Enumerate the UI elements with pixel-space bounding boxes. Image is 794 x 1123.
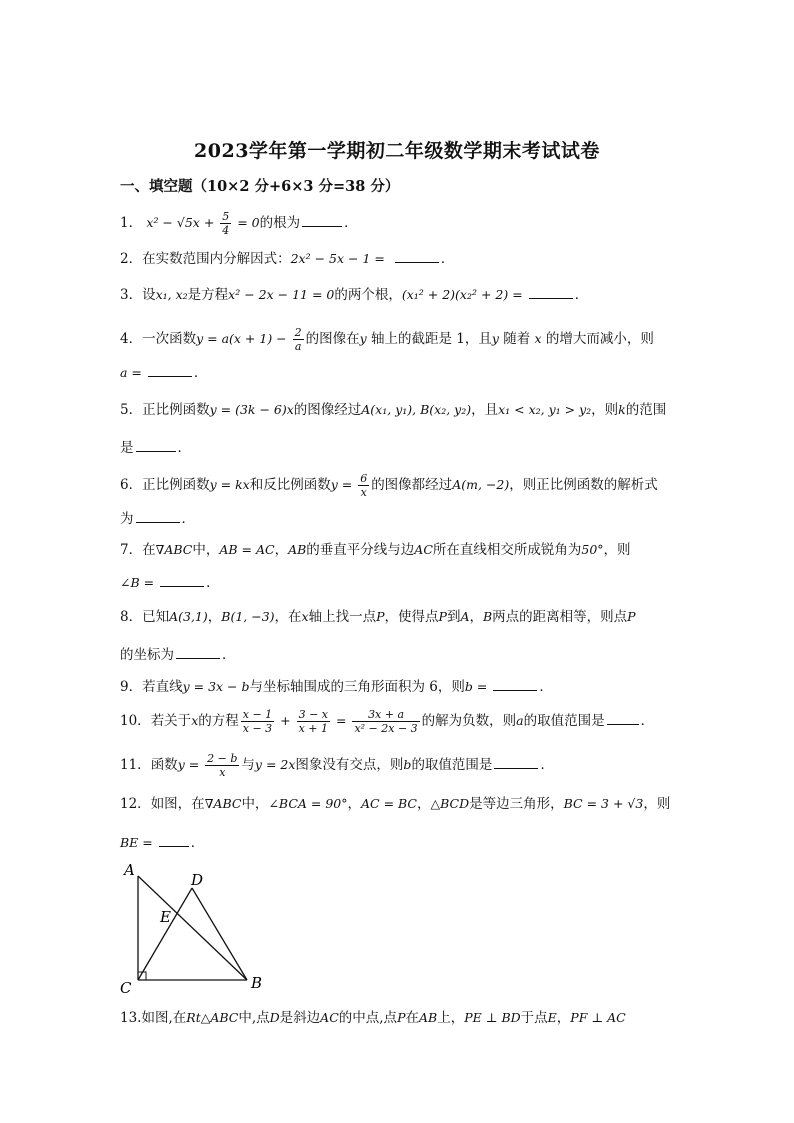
question-5-line2: 是 ． — [120, 437, 191, 458]
triangle-figure — [112, 858, 272, 998]
question-6-line2: 为 ． — [120, 508, 195, 529]
segment-ab — [138, 876, 247, 980]
answer-blank[interactable] — [493, 676, 537, 691]
answer-blank[interactable] — [302, 212, 342, 227]
question-4: 4．一次函数y = a(x + 1) − $\frac{2}{a}$ 的图像在y 轴上的截距是 1，且y 随着 x 的增大而减小，则 — [120, 326, 654, 353]
answer-blank[interactable] — [159, 832, 189, 847]
fraction: $\frac{x - 1}{x - 3}$ — [242, 708, 273, 735]
segment-db — [192, 888, 247, 980]
question-6: 6．正比例函数y = kx和反比例函数y = $\frac{6}{x}$ 的图像都经过A(m, −2)，则正比例函数的解析式 — [120, 472, 658, 499]
question-10: 10．若关于x的方程 $\frac{x - 1}{x - 3}$ + $\frac{3 - x}{x + 1}$ = $\frac{3x + a}{\text{x² − 2x − 3}}$ 的解为负数，则a的取值范围是 ． — [120, 708, 655, 735]
answer-blank[interactable] — [529, 284, 573, 299]
answer-blank[interactable] — [607, 710, 639, 725]
answer-blank[interactable] — [136, 508, 180, 523]
answer-blank[interactable] — [136, 437, 176, 452]
question-8-line2: 的坐标为 ． — [120, 644, 236, 665]
label-a: A — [124, 861, 135, 879]
answer-blank[interactable] — [176, 644, 220, 659]
question-2: 2．在实数范围内分解因式：2x² − 5x − 1 = ． — [120, 248, 454, 269]
fraction: $\frac{3 - x}{x + 1}$ — [298, 708, 329, 735]
fraction: $\frac{2 - b}{x}$ — [207, 752, 238, 779]
question-7: 7．在∇ABC中，AB = AC，AB的垂直平分线与边AC所在直线相交所成锐角为50°，则 — [120, 542, 631, 558]
question-8: 8．已知A(3,1)，B(1, −3)，在x轴上找一点P，使得点P到A，B两点的距离相等，则点P — [120, 609, 636, 625]
fraction: $\frac{2}{a}$ — [294, 326, 302, 353]
question-12: 12．如图，在∇ABC中，∠BCA = 90°，AC = BC，△BCD是等边三角形，BC = 3 + √3，则 — [120, 796, 671, 812]
answer-blank[interactable] — [395, 248, 439, 263]
question-12-line2: BE = ． — [120, 832, 204, 853]
question-1: 1． x² − √5x + $\frac{5}{4}$ = 0的根为 ． — [120, 210, 358, 237]
answer-blank[interactable] — [494, 754, 538, 769]
answer-blank[interactable] — [160, 572, 204, 587]
page-title: 2023学年第一学期初二年级数学期末考试试卷 — [194, 140, 600, 162]
question-4-line2: a = ． — [120, 362, 207, 383]
label-c: C — [120, 979, 132, 997]
question-3: 3．设x₁, x₂是方程x² − 2x − 11 = 0的两个根，(x₁² + 2)(x₂² + 2) = ． — [120, 284, 588, 305]
label-d: D — [191, 871, 204, 889]
section-heading: 一、填空题（10×2 分+6×3 分=38 分） — [120, 178, 400, 195]
question-7-line2: ∠B = ． — [120, 572, 220, 593]
answer-blank[interactable] — [148, 362, 192, 377]
question-9: 9．若直线y = 3x − b与坐标轴围成的三角形面积为 6，则b = ． — [120, 676, 553, 697]
fraction: $\frac{3x + a}{\text{x² − 2x − 3}}$ — [354, 708, 418, 735]
fraction: $\frac{5}{4}$ — [222, 210, 230, 237]
question-13: 13.如图,在Rt△ABC中,点D是斜边AC的中点,点P在AB上，PE ⊥ BD于点E，PF ⊥ AC — [120, 1010, 626, 1026]
question-5: 5．正比例函数y = (3k − 6)x的图像经过A(x₁, y₁), B(x₂, y₂)，且x₁ < x₂, y₁ > y₂，则k的范围 — [120, 402, 667, 418]
question-11: 11．函数y = $\frac{2 - b}{x}$ 与y = 2x图象没有交点，则b的取值范围是 ． — [120, 752, 554, 779]
label-b: B — [251, 974, 263, 992]
fraction: $\frac{6}{x}$ — [360, 472, 368, 499]
label-e: E — [160, 908, 171, 926]
